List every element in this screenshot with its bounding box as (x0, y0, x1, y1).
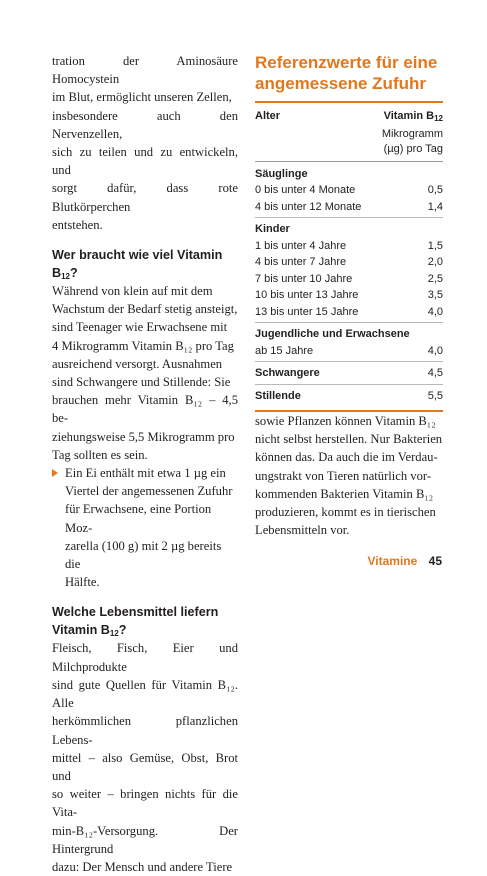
group-name: Kinder (255, 223, 290, 235)
table-row (255, 287, 443, 304)
table-row-nursing (255, 388, 443, 405)
group-header (255, 166, 443, 183)
age-cell: 13 bis unter 15 Jahre (255, 305, 359, 318)
value-cell: 1,5 (427, 239, 443, 252)
value-cell: 2,0 (427, 256, 443, 268)
text-line: insbesondere auch den Nervenzellen, (52, 108, 238, 141)
text-line: sind gute Quellen für Vitamin B₁₂. Alle (52, 677, 238, 711)
text-line: sorgt dafür, dass rote Blutkörperchen (52, 181, 238, 214)
table-row (255, 343, 443, 360)
table-row (255, 199, 443, 216)
group-name: Jugendliche und Erwachsene (255, 328, 410, 340)
divider (255, 161, 443, 162)
box-title-line: Referenzwerte für eine (255, 53, 438, 72)
value-cell: 1,4 (427, 200, 443, 213)
accent-rule (255, 101, 443, 103)
text-line: Wachstum der Bedarf stetig ansteigt, (52, 302, 238, 317)
age-cell: 4 bis unter 7 Jahre (255, 256, 347, 268)
age-cell: 0 bis unter 4 Monate (255, 184, 356, 196)
text-line: Lebensmitteln vor. (255, 523, 350, 538)
text-line: ungstrakt von Tieren natürlich vor- (255, 468, 432, 483)
box-title-line: angemessene Zufuhr (255, 74, 426, 93)
page-footer (367, 554, 442, 568)
text-line: dazu: Der Mensch und andere Tiere (52, 859, 233, 874)
section-label: Vitamine (367, 554, 418, 568)
heading-text: Wer braucht wie viel Vitamin B (52, 248, 223, 281)
value-cell: 4,5 (427, 367, 443, 379)
text-line: ausreichend versorgt. Ausnahmen (52, 356, 223, 371)
text-line: entstehen. (52, 217, 103, 232)
needs-paragraph (52, 282, 238, 464)
text-line: im Blut, ermöglicht unseren Zellen, (52, 90, 232, 105)
page-number: 45 (428, 554, 442, 568)
text-line: brauchen mehr Vitamin B₁₂ – 4,5 be- (52, 393, 238, 426)
value-cell: 0,5 (427, 184, 443, 196)
text-line: produzieren, kommt es in tierischen (255, 505, 436, 520)
bullet-item (52, 464, 238, 591)
heading-subscript: 12 (61, 272, 71, 282)
heading-text: Vitamin B (52, 623, 110, 638)
value-cell: 2,5 (427, 272, 443, 285)
unit-label: (µg) pro Tag (383, 142, 443, 155)
text-line: so weiter – bringen nichts für die Vita- (52, 787, 238, 820)
divider (255, 322, 443, 323)
age-cell: 1 bis unter 4 Jahre (255, 239, 347, 252)
text-line: Hälfte. (65, 575, 100, 590)
age-cell: ab 15 Jahre (255, 344, 314, 357)
table-row (255, 238, 443, 255)
triangle-bullet-icon (52, 469, 58, 477)
text-line: sind Teenager wie Erwachsene mit (52, 320, 228, 335)
heading-end: ? (118, 623, 127, 638)
text-line: sowie Pflanzen können Vitamin B₁₂ (255, 414, 436, 428)
text-line: Während von klein auf mit dem (52, 284, 213, 299)
group-name: Stillende (255, 389, 301, 402)
unit-row (255, 127, 443, 142)
text-line: Fleisch, Fisch, Eier und Milchprodukte (52, 641, 238, 674)
divider (255, 217, 443, 218)
intro-paragraph (52, 52, 238, 234)
box-title (255, 52, 443, 94)
text-line: mittel – also Gemüse, Obst, Brot und (52, 750, 238, 783)
heading-subscript: 12 (109, 629, 119, 639)
unit-label: Mikrogramm (381, 127, 443, 140)
value-cell: 4,0 (427, 344, 443, 357)
column-header-age: Alter (255, 110, 281, 122)
text-line: ziehungsweise 5,5 Mikrogramm pro (52, 429, 235, 444)
foods-paragraph (52, 639, 238, 876)
group-name: Schwangere (255, 367, 320, 379)
table-row-pregnant (255, 365, 443, 382)
text-line: können das. Da auch die im Verdau- (255, 450, 438, 465)
text-line: Tag sollten es sein. (52, 447, 148, 462)
text-line: 4 Mikrogramm Vitamin B₁₂ pro Tag (52, 338, 234, 353)
group-name: Säuglinge (255, 167, 308, 180)
table-row (255, 271, 443, 288)
table-row (255, 304, 443, 321)
group-header (255, 221, 443, 238)
column-header-vitamin (384, 108, 443, 125)
text-line: tration der Aminosäure Homocystein (52, 54, 238, 87)
value-cell: 3,5 (427, 289, 443, 301)
text-line: zarella (100 g) mit 2 µg bereits die (65, 538, 222, 572)
divider (255, 361, 443, 362)
table-header-row (255, 108, 443, 125)
divider (255, 384, 443, 385)
table-row (255, 254, 443, 271)
heading-who-needs (52, 246, 238, 282)
column-header-text: Vitamin B (383, 110, 435, 122)
value-cell: 4,0 (427, 305, 443, 318)
left-column (52, 52, 238, 876)
reference-values-box (255, 52, 443, 412)
age-cell: 7 bis unter 10 Jahre (255, 272, 353, 285)
table-row (255, 182, 443, 199)
heading-end: ? (70, 266, 78, 281)
text-line: herkömmlichen pflanzlichen Lebens- (52, 714, 238, 747)
text-line: min-B₁₂-Versorgung. Der Hintergrund (52, 823, 238, 856)
value-cell: 5,5 (427, 389, 443, 402)
text-line: sind Schwangere und Stillende: Sie (52, 375, 231, 390)
age-cell: 4 bis unter 12 Monate (255, 200, 362, 213)
reference-table (255, 108, 443, 404)
continuation-paragraph (255, 412, 443, 539)
age-cell: 10 bis unter 13 Jahre (255, 289, 359, 301)
text-line: für Erwachsene, eine Portion Moz- (65, 502, 212, 535)
unit-row (255, 142, 443, 157)
heading-which-foods (52, 603, 238, 639)
text-line: sich zu teilen und zu entwickeln, und (52, 145, 238, 178)
text-line: Viertel der angemessenen Zufuhr (65, 484, 233, 499)
text-line: kommenden Bakterien Vitamin B₁₂ (255, 486, 434, 501)
column-header-subscript: 12 (434, 114, 443, 123)
text-line: Ein Ei enthält mit etwa 1 µg ein (65, 466, 226, 481)
heading-line: Welche Lebensmittel liefern (52, 605, 219, 620)
group-header (255, 326, 443, 343)
continuation-column (255, 412, 443, 539)
text-line: nicht selbst herstellen. Nur Bakterien (255, 432, 443, 447)
